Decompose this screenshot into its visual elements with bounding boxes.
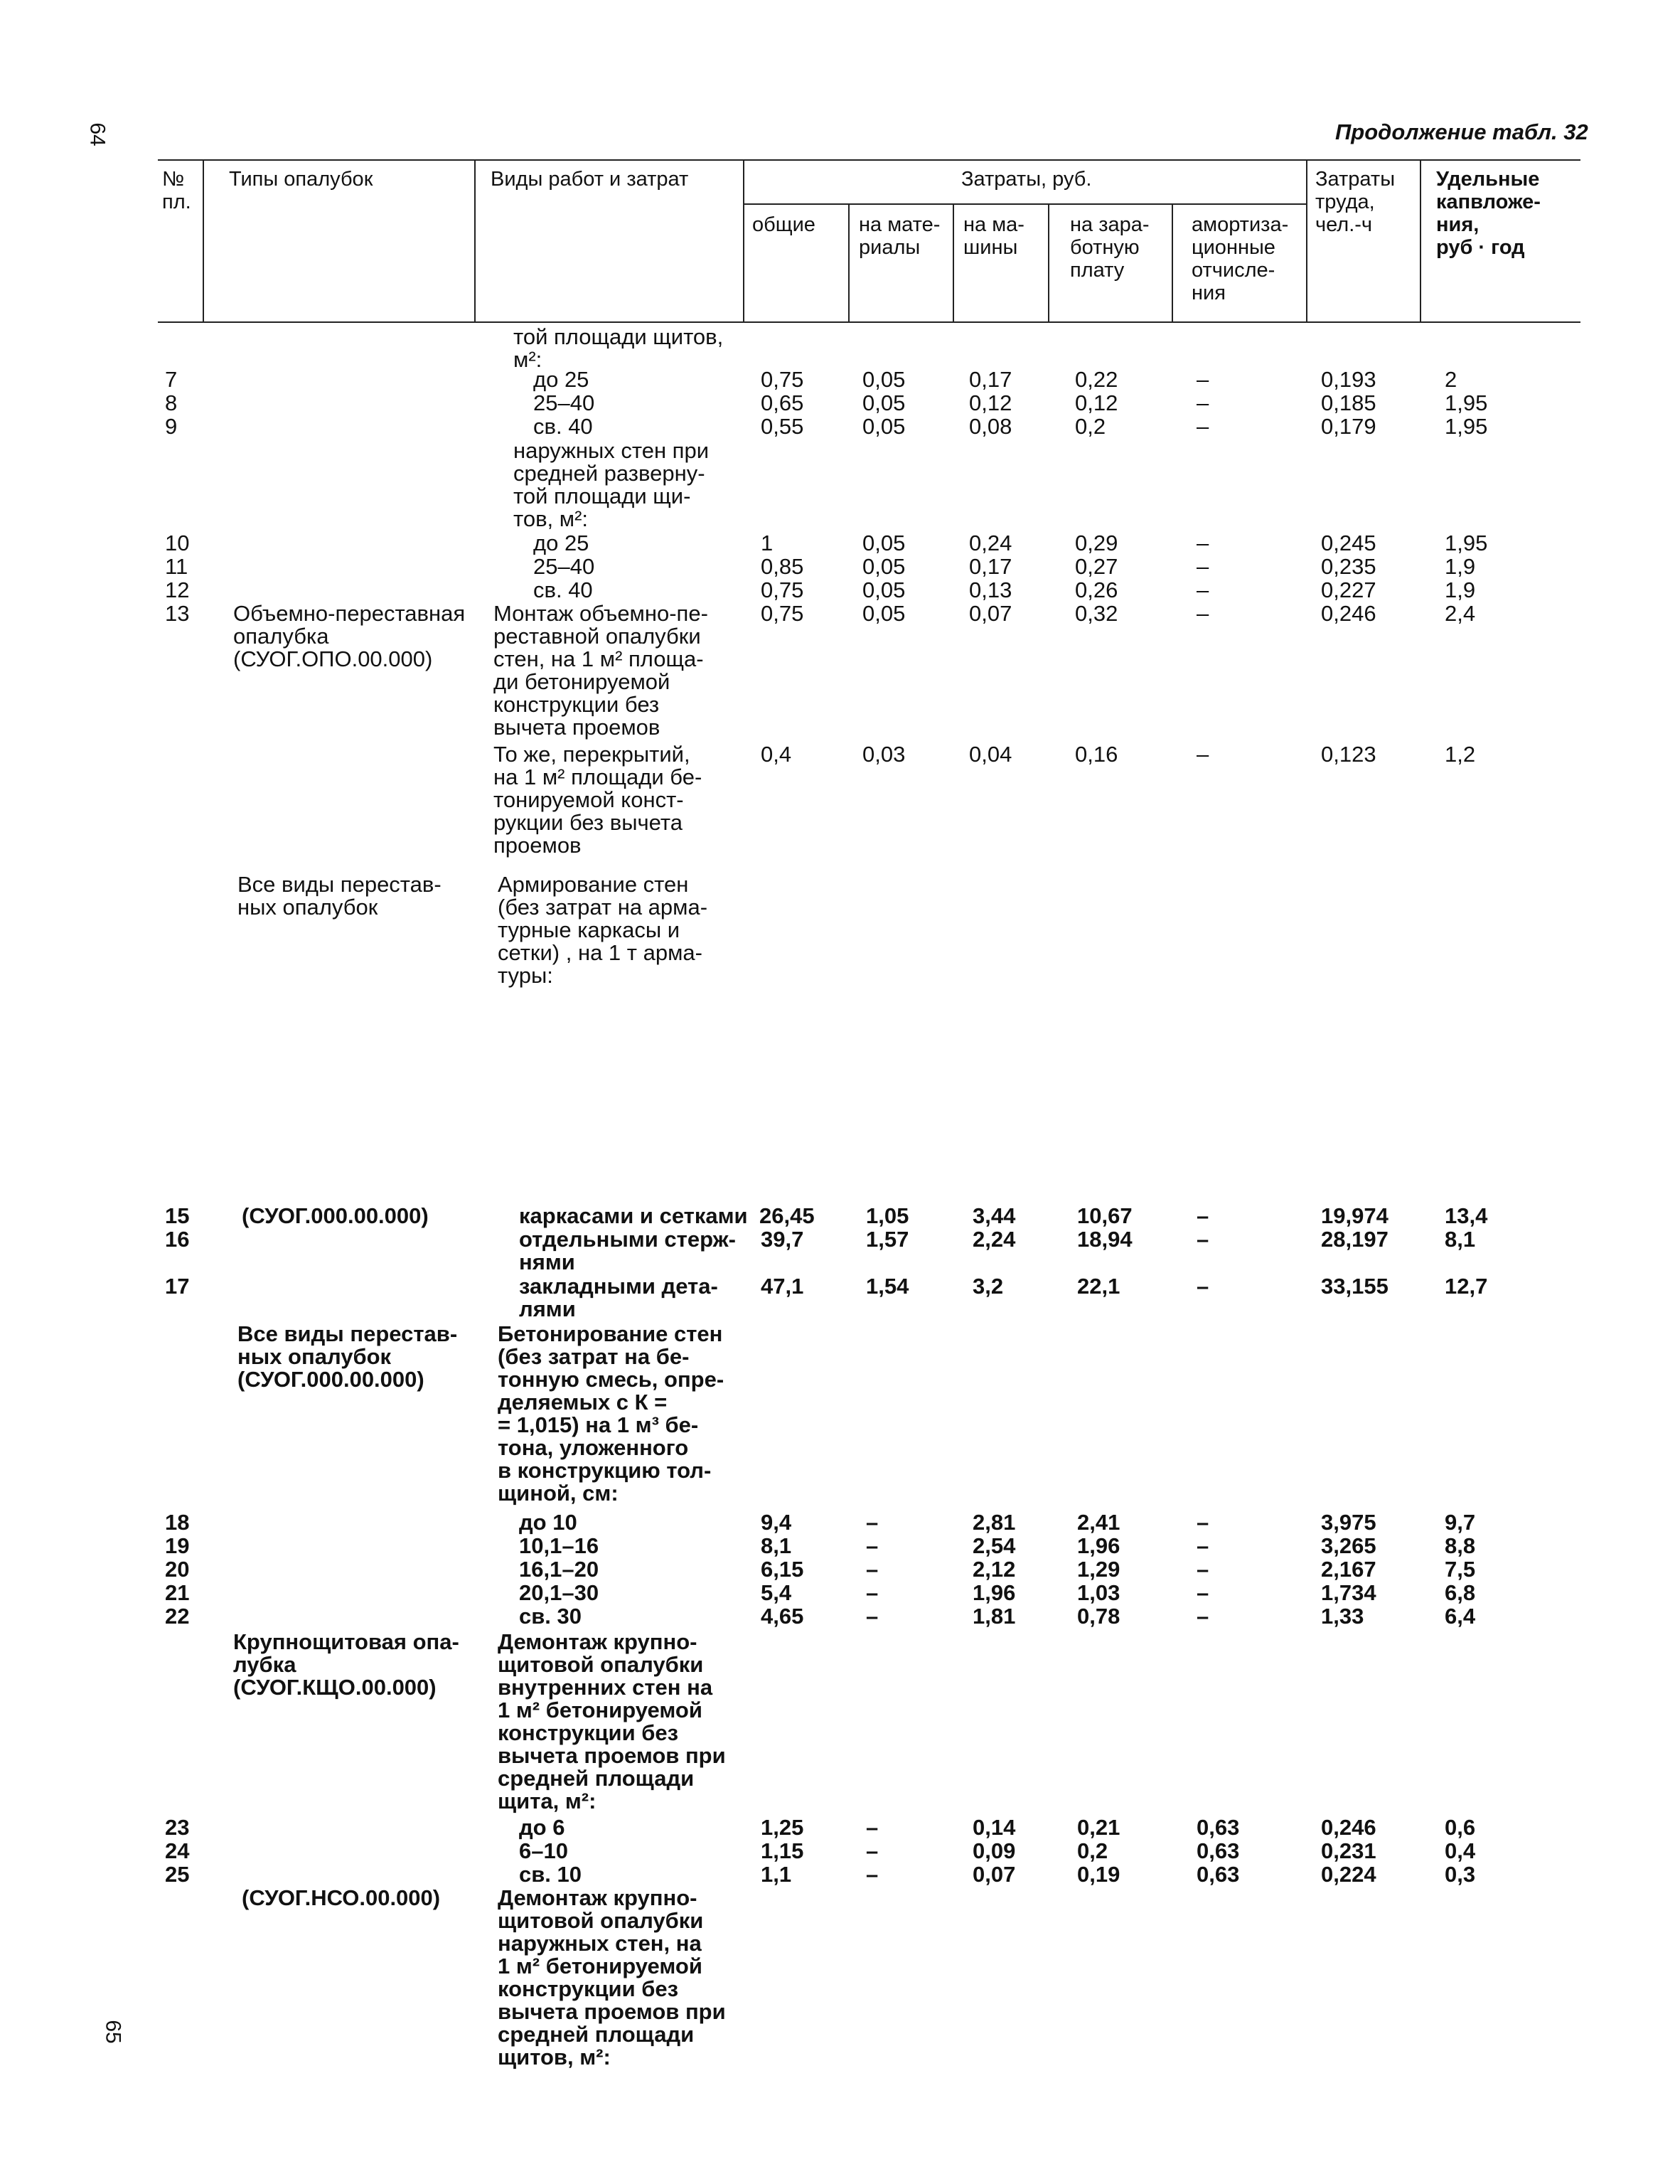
row-capital: 2,4	[1445, 601, 1476, 626]
row-materials: 1,05	[866, 1203, 909, 1228]
row-total: 1,25	[761, 1815, 804, 1840]
row-capital: 7,5	[1445, 1557, 1476, 1582]
row-work: до 25	[533, 367, 589, 392]
row-amort: –	[1197, 577, 1209, 602]
row-num: 22	[165, 1604, 190, 1629]
row-materials: –	[866, 1510, 879, 1535]
header-top-rule	[158, 159, 1580, 161]
row-num: 10	[165, 531, 190, 555]
row-work: То же, перекрытий, на 1 м² площади бе- тонируемой конст- рукции без вычета проемов	[493, 742, 702, 858]
row-amort: 0,63	[1197, 1838, 1240, 1863]
row-type: Все виды перестав- ных опалубок (СУОГ.000.00.000)	[237, 1321, 458, 1392]
row-total: 8,1	[761, 1533, 792, 1558]
header-costs-group: Затраты, руб.	[961, 168, 1092, 191]
row-work: Бетонирование стен (без затрат на бе- тонную смесь, опре- деляемых с К = = 1,015) на 1 м³ бе- тона, уложенного в конструкцию тол- щиной, см:	[498, 1321, 724, 1506]
row-labor: 1,734	[1321, 1580, 1376, 1605]
row-num: 25	[165, 1862, 190, 1887]
row-num: 12	[165, 577, 190, 602]
row-materials: 0,03	[862, 742, 906, 767]
header-num: № пл.	[162, 168, 191, 213]
row-total: 6,15	[761, 1557, 804, 1582]
row-work: отдельными стерж- нями	[519, 1227, 736, 1274]
row-materials: 1,54	[866, 1274, 909, 1299]
row-labor: 3,265	[1321, 1533, 1376, 1558]
row-amort: –	[1197, 531, 1209, 555]
row-capital: 12,7	[1445, 1274, 1488, 1299]
row-wages: 0,26	[1075, 577, 1118, 602]
row-materials: 0,05	[862, 554, 906, 579]
row-capital: 1,95	[1445, 531, 1488, 555]
row-labor: 0,185	[1321, 390, 1376, 415]
row-labor: 0,123	[1321, 742, 1376, 767]
row-work: до 10	[519, 1510, 577, 1535]
row-materials: –	[866, 1533, 879, 1558]
row-machines: 2,54	[973, 1533, 1016, 1558]
row-machines: 0,04	[969, 742, 1012, 767]
header-total: общие	[752, 213, 815, 236]
row-materials: 0,05	[862, 601, 906, 626]
row-capital: 0,6	[1445, 1815, 1476, 1840]
row-work: 25–40	[533, 554, 595, 579]
row-work: 25–40	[533, 390, 595, 415]
row-labor: 33,155	[1321, 1274, 1389, 1299]
row-amort: –	[1197, 1580, 1209, 1605]
row-wages: 0,16	[1075, 742, 1118, 767]
row-work: Армирование стен (без затрат на арма- турные каркасы и сетки) , на 1 т арма- туры:	[498, 872, 708, 988]
row-num: 8	[165, 390, 178, 415]
row-materials: –	[866, 1862, 879, 1887]
row-materials: 1,57	[866, 1227, 909, 1252]
row-labor: 0,231	[1321, 1838, 1376, 1863]
row-amort: –	[1197, 1274, 1209, 1299]
row-machines: 0,17	[969, 554, 1012, 579]
row-work: до 25	[533, 531, 589, 555]
row-machines: 2,12	[973, 1557, 1016, 1582]
row-work: Монтаж объемно-пе- реставной опалубки стен, на 1 м² площа- ди бетонируемой конструкции без вычета проемов	[493, 601, 708, 740]
row-work: св. 10	[519, 1862, 582, 1887]
row-machines: 0,09	[973, 1838, 1016, 1863]
row-machines: 0,14	[973, 1815, 1016, 1840]
row-machines: 0,12	[969, 390, 1012, 415]
row-work: до 6	[519, 1815, 565, 1840]
header-materials: на мате- риалы	[859, 213, 941, 259]
row-wages: 1,96	[1077, 1533, 1120, 1558]
row-capital: 6,4	[1445, 1604, 1476, 1629]
row-work: св. 40	[533, 414, 593, 439]
row-machines: 2,24	[973, 1227, 1016, 1252]
row-machines: 0,24	[969, 531, 1012, 555]
row-amort: 0,63	[1197, 1862, 1240, 1887]
row-amort: –	[1197, 1604, 1209, 1629]
row-labor: 28,197	[1321, 1227, 1389, 1252]
header-divider	[953, 203, 954, 321]
row-total: 0,55	[761, 414, 804, 439]
row-total: 0,65	[761, 390, 804, 415]
row-amort: –	[1197, 1510, 1209, 1535]
row-total: 9,4	[761, 1510, 792, 1535]
header-labor: Затраты труда, чел.-ч	[1315, 168, 1396, 236]
row-capital: 1,9	[1445, 577, 1476, 602]
row-materials: –	[866, 1580, 879, 1605]
row-labor: 0,235	[1321, 554, 1376, 579]
row-capital: 6,8	[1445, 1580, 1476, 1605]
row-materials: 0,05	[862, 390, 906, 415]
header-divider	[1172, 203, 1173, 321]
row-type: Объемно-переставная опалубка (СУОГ.ОПО.00.000)	[233, 601, 466, 671]
row-materials: 0,05	[862, 414, 906, 439]
costs-group-rule	[743, 203, 1306, 205]
row-machines: 0,13	[969, 577, 1012, 602]
row-type: Все виды перестав- ных опалубок	[237, 872, 442, 920]
row-num: 24	[165, 1838, 190, 1863]
row-work: 6–10	[519, 1838, 568, 1863]
row-amort: –	[1197, 554, 1209, 579]
row-labor: 0,224	[1321, 1862, 1376, 1887]
row-machines: 3,44	[973, 1203, 1016, 1228]
page-number-right: 65	[101, 2020, 125, 2044]
row-num: 20	[165, 1557, 190, 1582]
row-capital: 0,3	[1445, 1862, 1476, 1887]
row-capital: 8,8	[1445, 1533, 1476, 1558]
row-labor: 0,227	[1321, 577, 1376, 602]
row-num: 11	[165, 554, 188, 579]
row-labor: 0,246	[1321, 601, 1376, 626]
row-work: каркасами и сетками	[519, 1203, 748, 1228]
header-divider	[1420, 159, 1421, 321]
header-capital: Удельные капвложе- ния, руб · год	[1436, 168, 1541, 259]
row-wages: 0,2	[1075, 414, 1106, 439]
header-divider	[743, 159, 744, 321]
row-wages: 0,27	[1075, 554, 1118, 579]
row-wages: 22,1	[1077, 1274, 1120, 1299]
header-works: Виды работ и затрат	[491, 168, 689, 191]
row-wages: 0,19	[1077, 1862, 1120, 1887]
row-work: 20,1–30	[519, 1580, 599, 1605]
header-divider	[1048, 203, 1049, 321]
row-capital: 1,95	[1445, 390, 1488, 415]
row-num: 23	[165, 1815, 190, 1840]
row-num: 21	[165, 1580, 190, 1605]
header-divider	[1306, 159, 1307, 321]
row-amort: –	[1197, 1203, 1209, 1228]
row-work: той площади щитов, м²:	[513, 324, 724, 372]
row-materials: –	[866, 1557, 879, 1582]
row-amort: –	[1197, 1533, 1209, 1558]
row-work: св. 30	[519, 1604, 582, 1629]
header-divider	[203, 159, 204, 321]
row-wages: 0,21	[1077, 1815, 1120, 1840]
row-type: (СУОГ.НСО.00.000)	[242, 1885, 441, 1910]
row-num: 17	[165, 1274, 190, 1299]
row-wages: 0,2	[1077, 1838, 1108, 1863]
page-number-left: 64	[85, 122, 109, 147]
row-num: 7	[165, 367, 178, 392]
row-total: 0,4	[761, 742, 792, 767]
header-divider	[848, 203, 850, 321]
row-materials: –	[866, 1838, 879, 1863]
header-machines: на ма- шины	[963, 213, 1024, 259]
row-labor: 1,33	[1321, 1604, 1364, 1629]
row-total: 0,75	[761, 601, 804, 626]
header-wages: на зара- ботную плату	[1070, 213, 1150, 282]
row-num: 15	[165, 1203, 190, 1228]
row-machines: 3,2	[973, 1274, 1004, 1299]
table-title: Продолжение табл. 32	[1335, 119, 1588, 144]
row-machines: 0,07	[973, 1862, 1016, 1887]
row-total: 0,75	[761, 367, 804, 392]
row-num: 13	[165, 601, 190, 626]
row-num: 18	[165, 1510, 190, 1535]
row-work: св. 40	[533, 577, 593, 602]
row-num: 19	[165, 1533, 190, 1558]
row-wages: 18,94	[1077, 1227, 1133, 1252]
row-capital: 0,4	[1445, 1838, 1476, 1863]
row-total: 4,65	[761, 1604, 804, 1629]
row-total: 1,1	[761, 1862, 792, 1887]
row-labor: 0,245	[1321, 531, 1376, 555]
row-num: 16	[165, 1227, 190, 1252]
row-work: наружных стен при средней разверну- той площади щи- тов, м²:	[513, 438, 710, 531]
row-materials: 0,05	[862, 531, 906, 555]
row-capital: 13,4	[1445, 1203, 1488, 1228]
row-amort: –	[1197, 367, 1209, 392]
row-amort: –	[1197, 601, 1209, 626]
row-labor: 0,179	[1321, 414, 1376, 439]
row-labor: 3,975	[1321, 1510, 1376, 1535]
row-wages: 0,78	[1077, 1604, 1120, 1629]
row-amort: 0,63	[1197, 1815, 1240, 1840]
row-amort: –	[1197, 414, 1209, 439]
row-machines: 0,07	[969, 601, 1012, 626]
row-type: Крупнощитовая опа- лубка (СУОГ.КЩО.00.000)	[233, 1629, 459, 1700]
row-materials: –	[866, 1815, 879, 1840]
header-types: Типы опалубок	[229, 168, 373, 191]
row-amort: –	[1197, 390, 1209, 415]
row-total: 5,4	[761, 1580, 792, 1605]
row-work: Демонтаж крупно- щитовой опалубки наружных стен, на 1 м² бетонируемой конструкции без вычета проемов при средней площади щитов, м²:	[498, 1885, 726, 2070]
row-capital: 2	[1445, 367, 1457, 392]
row-total: 1	[761, 531, 774, 555]
row-wages: 0,29	[1075, 531, 1118, 555]
row-work: 16,1–20	[519, 1557, 599, 1582]
row-capital: 8,1	[1445, 1227, 1476, 1252]
row-labor: 0,193	[1321, 367, 1376, 392]
header-divider	[474, 159, 476, 321]
row-machines: 1,81	[973, 1604, 1016, 1629]
row-work: закладными дета- лями	[519, 1274, 718, 1321]
row-materials: 0,05	[862, 367, 906, 392]
row-total: 47,1	[761, 1274, 804, 1299]
row-amort: –	[1197, 742, 1209, 767]
row-total: 39,7	[761, 1227, 804, 1252]
row-machines: 2,81	[973, 1510, 1016, 1535]
row-total: 1,15	[761, 1838, 804, 1863]
row-total: 0,85	[761, 554, 804, 579]
row-labor: 2,167	[1321, 1557, 1376, 1582]
row-amort: –	[1197, 1227, 1209, 1252]
row-materials: –	[866, 1604, 879, 1629]
row-total: 26,45	[759, 1203, 815, 1228]
row-capital: 9,7	[1445, 1510, 1476, 1535]
header-bottom-rule	[158, 321, 1580, 323]
row-wages: 1,29	[1077, 1557, 1120, 1582]
row-wages: 10,67	[1077, 1203, 1133, 1228]
row-labor: 0,246	[1321, 1815, 1376, 1840]
header-amort: амортиза- ционные отчисле- ния	[1192, 213, 1289, 304]
row-capital: 1,9	[1445, 554, 1476, 579]
row-work: Демонтаж крупно- щитовой опалубки внутренних стен на 1 м² бетонируемой конструкции без вычета проемов при средней площади щита, м²:	[498, 1629, 726, 1813]
row-wages: 0,32	[1075, 601, 1118, 626]
row-labor: 19,974	[1321, 1203, 1389, 1228]
row-amort: –	[1197, 1557, 1209, 1582]
row-wages: 1,03	[1077, 1580, 1120, 1605]
row-wages: 2,41	[1077, 1510, 1120, 1535]
row-wages: 0,22	[1075, 367, 1118, 392]
row-num: 9	[165, 414, 178, 439]
row-materials: 0,05	[862, 577, 906, 602]
row-machines: 0,08	[969, 414, 1012, 439]
row-machines: 0,17	[969, 367, 1012, 392]
row-work: 10,1–16	[519, 1533, 599, 1558]
row-machines: 1,96	[973, 1580, 1016, 1605]
row-total: 0,75	[761, 577, 804, 602]
row-capital: 1,95	[1445, 414, 1488, 439]
row-type: (СУОГ.000.00.000)	[242, 1203, 429, 1228]
row-wages: 0,12	[1075, 390, 1118, 415]
row-capital: 1,2	[1445, 742, 1476, 767]
